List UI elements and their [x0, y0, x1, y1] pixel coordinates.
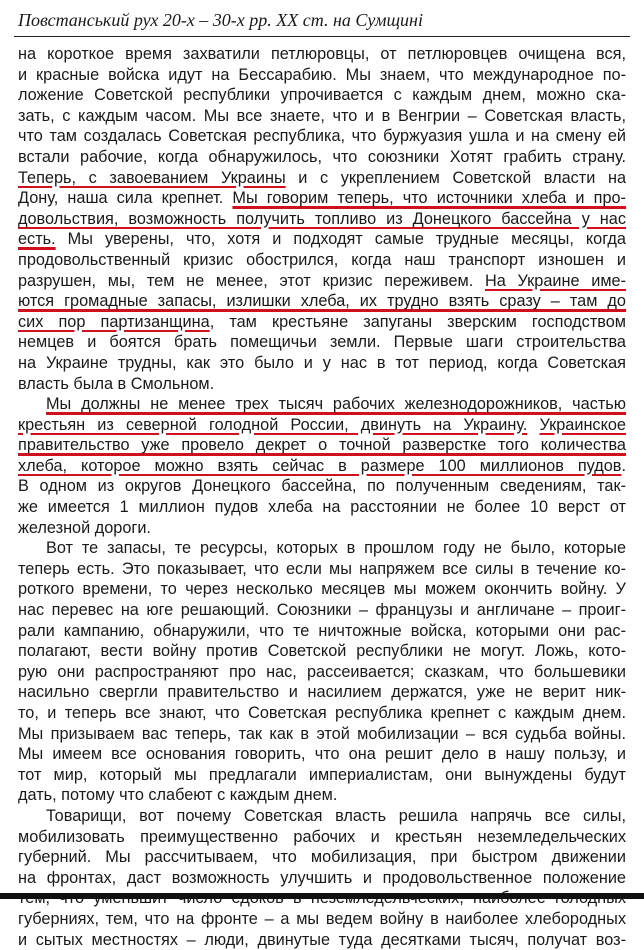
text-line [18, 291, 626, 312]
text-segment: железной дороги. [18, 518, 151, 537]
text-line [18, 827, 626, 848]
underlined-phrase: крестьян из северной голодной России, двинуть на Украину. [18, 415, 528, 434]
text-segment: мобилизовать преимущественно рабочих и крестьян неземледельческих [18, 827, 626, 846]
text-segment: Товарищи, вот почему Советская власть решила напрячь все силы, [46, 806, 626, 825]
text-line [18, 435, 626, 456]
text-line [18, 126, 626, 147]
text-segment: тот мир, который мы предлагали империалистам, они вынуждены будут [18, 765, 626, 784]
text-segment: Дону, наша сила крепнет. [18, 189, 233, 208]
text-segment: насильно свергли правительство и насилием держатся, уже не верит ник- [18, 683, 626, 702]
text-segment: рали кампанию, обнаружили, что те ничтожные войска, которыми они рас- [18, 621, 626, 640]
text-segment: и сытых местностях – люди, двинутые туда десятками тысяч, получат воз- [18, 930, 626, 949]
text-line [18, 682, 626, 703]
text-line [18, 518, 626, 539]
text-segment: то, и теперь все знают, что Советская республика крепнет с каждым днем. [18, 704, 626, 722]
text-line [18, 538, 626, 559]
text-line [18, 394, 626, 415]
text-line [18, 621, 626, 642]
text-line [18, 744, 626, 765]
text-line [18, 271, 626, 292]
underlined-phrase: правительство уже провело декрет о точной разверстке того количества [18, 436, 626, 455]
text-segment: на короткое время захватили петлюровцы, от петлюровцев очищена вся, [18, 45, 626, 63]
text-line [18, 209, 626, 230]
text-segment: же имеется 1 миллион пудов хлеба на расстоянии не более 10 верст от [18, 498, 626, 517]
text-segment: Мы уверены, что, хотя и подходят самые трудные месяцы, когда [55, 230, 626, 249]
text-line [18, 250, 626, 271]
text-line [18, 374, 626, 395]
text-segment: . [621, 456, 626, 475]
text-line [18, 765, 626, 786]
text-line [18, 312, 626, 333]
text-line [18, 724, 626, 745]
text-segment: В одном из округов Донецкого бассейна, по полученным сведениям, так- [18, 477, 626, 496]
text-segment: и красные войска идут на Бессарабию. Мы знаем, что международное по- [18, 65, 626, 84]
text-segment: полагают, вести войну против Советской республики не могут. Ложь, кото- [18, 642, 626, 661]
text-segment: что там создалась Советская республика, что буржуазия ушла и на смену ей [18, 127, 626, 146]
text-line [18, 579, 626, 600]
text-segment: власть была в Смольном. [18, 374, 215, 393]
text-segment: , там крестьяне запуганы зверским господством [209, 312, 626, 331]
underlined-phrase: Теперь, с завоеванием Украины [18, 168, 286, 187]
text-line [18, 785, 626, 806]
text-line [18, 168, 626, 189]
text-segment [527, 416, 539, 434]
text-line [18, 85, 626, 106]
text-segment: губерний. Мы рассчитываем, что мобилизация, при быстром движении [18, 848, 626, 867]
text-line [18, 188, 626, 209]
text-segment: роткого времени, то через несколько месяцев мы можем окончить войну. У [18, 580, 626, 599]
text-line [18, 106, 626, 127]
text-segment: Вот те запасы, те ресурсы, которых в прошлом году не было, которые [46, 539, 626, 558]
underlined-phrase: Украинское [539, 415, 626, 434]
text-segment: дать, потому что слабеют с каждым днем. [18, 786, 338, 805]
text-segment: ложение Советской республики упрочивается с каждым днем, можно ска- [18, 86, 626, 105]
text-line [18, 456, 626, 477]
text-segment: на Украине трудны, как это было и у нас в тот период, когда Советская [18, 353, 626, 372]
underlined-phrase: Мы должны не менее трех тысяч рабочих железнодорожников, частью [46, 395, 626, 414]
underlined-phrase: На Украине име- [485, 271, 626, 290]
text-line [18, 806, 626, 827]
body-text [18, 44, 626, 950]
text-segment: и с укреплением Советской власти на [285, 168, 626, 187]
text-line [18, 147, 626, 168]
text-segment: встали рабочие, когда обнаружилось, что союзники Хотят грабить страну. [18, 147, 626, 166]
text-segment: нас перевес на юге решающий. Союзники – французы и англичане – проиг- [18, 601, 626, 620]
text-segment: разрушен, мы, тем не менее, этот кризис переживем. [18, 271, 485, 290]
text-line [18, 703, 626, 724]
text-line [18, 497, 626, 518]
text-line [18, 930, 626, 950]
text-line [18, 44, 626, 65]
text-line [18, 662, 626, 683]
underlined-phrase: есть. [18, 230, 56, 249]
text-line [18, 559, 626, 580]
text-line [18, 847, 626, 868]
text-line [18, 65, 626, 86]
text-line [18, 868, 626, 889]
text-segment: Мы призываем вас теперь, так как в этой мобилизации – вся судьба войны. [18, 724, 626, 743]
text-segment: зать, с каждым часом. Мы все знаете, что и в Венгрии – Советская власть, [18, 106, 626, 125]
text-line [18, 641, 626, 662]
text-segment: продовольственный кризис обострился, когда наш транспорт изношен и [18, 250, 626, 269]
text-line [18, 600, 626, 621]
running-head: Повстанський рух 20-х – 30-х рр. XX ст. на Сумщині [18, 10, 423, 30]
text-segment: Мы имеем все основания говорить, что она решит дело в нашу пользу, и [18, 745, 626, 764]
text-segment: рую они распространяют про нас, рассеивается; сказкам, что большевики [18, 662, 626, 681]
underlined-phrase: довольствия, возможность получить топливо из Донецкого бассейна у нас [18, 209, 626, 228]
text-line [18, 909, 626, 930]
text-segment: губерниях, тем, что на фронте – а мы ведем войну в наиболее хлебородных [18, 909, 626, 928]
text-segment: на фронтах, даст возможность улучшить и продовольственное положение [18, 868, 626, 887]
text-line [18, 332, 626, 353]
text-line [18, 353, 626, 374]
underlined-phrase: хлеба, которое можно взять сейчас в размере 100 миллионов пудов [18, 456, 622, 475]
text-line [18, 476, 626, 497]
header-rule [14, 36, 630, 37]
underlined-phrase: сих пор партизанщина [18, 312, 210, 331]
text-segment: немцев и боятся брать помещичьи земли. Первые шаги строительства [18, 333, 626, 352]
underlined-phrase: ются громадные запасы, излишки хлеба, их трудно взять сразу – там до [18, 292, 626, 311]
page-bottom-edge [0, 893, 644, 899]
text-line [18, 229, 626, 250]
text-line [18, 415, 626, 436]
underlined-phrase: Мы говорим теперь, что источники хлеба и про- [232, 189, 626, 208]
text-segment: теперь есть. Это показывает, что если мы напряжем все силы в течение ко- [18, 559, 626, 578]
